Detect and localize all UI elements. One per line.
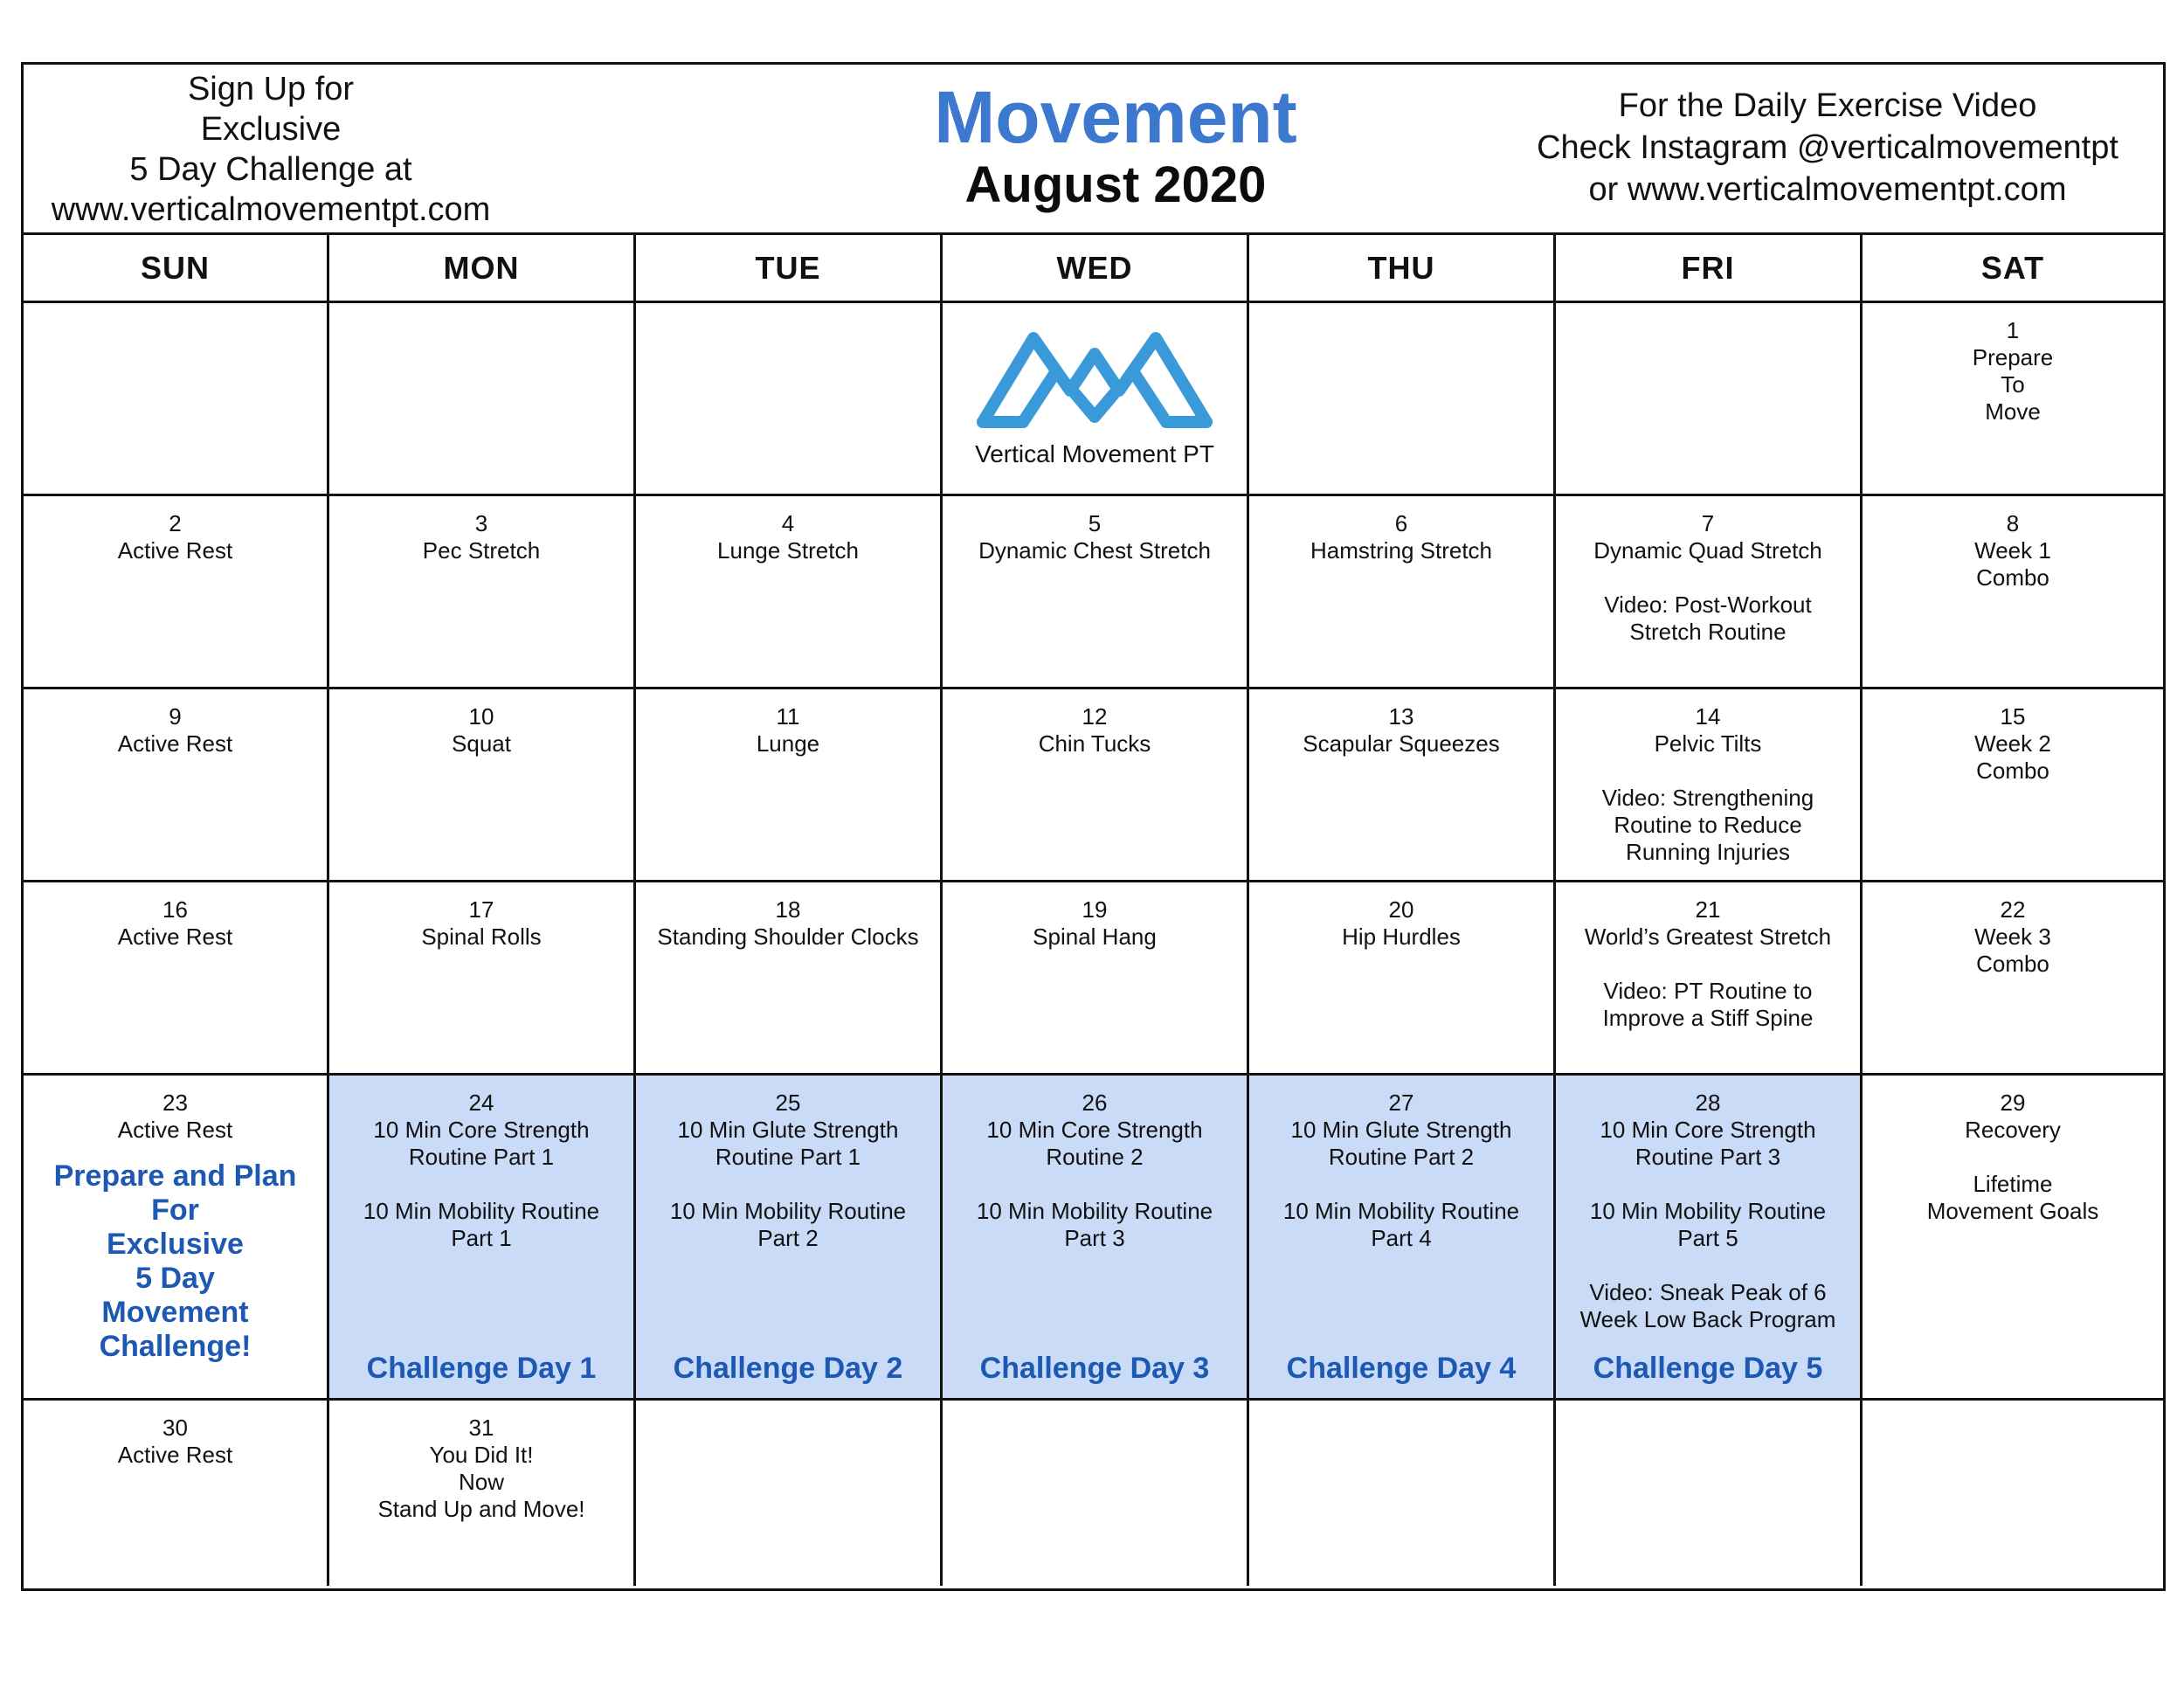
line-spacer [943,1171,1247,1198]
activity-text: Video: Sneak Peak of 6 [1589,1279,1827,1305]
day-cell-28 [1556,1076,1863,1398]
week-row [24,496,2163,689]
activity-text: Prepare [1972,344,2054,370]
activity-text: Improve a Stiff Spine [1602,1005,1814,1031]
activity-text: Active Rest [117,537,233,564]
activity-text: Week Low Back Program [1579,1306,1836,1332]
activity-text: Routine Part 2 [1328,1144,1475,1170]
day-number: 16 [162,896,188,923]
activity-text: Part 3 [1064,1225,1125,1251]
day-number: 18 [775,896,801,923]
day-number: 3 [474,510,488,536]
activity-text: 10 Min Core Strength [986,1117,1203,1143]
activity-text: Recovery [1965,1117,2061,1143]
day-cell-2 [24,496,329,687]
day-cell-22 [1863,882,2163,1073]
activity-text: Part 4 [1371,1225,1432,1251]
challenge-promo [24,1159,327,1364]
empty-day-cell [1249,1401,1556,1586]
signup-line: www.verticalmovementpt.com [51,191,491,228]
weekday-wed: WED [943,235,1249,301]
promo-line: Movement [101,1296,249,1329]
weekday-thu: THU [1249,235,1556,301]
title-block [845,77,1386,213]
day-number: 23 [162,1090,188,1116]
video-line: or www.verticalmovementpt.com [1588,171,2067,208]
activity-text: Hamstring Stretch [1310,537,1493,564]
activity-text: Part 5 [1677,1225,1738,1251]
line-spacer [1556,1171,1860,1198]
day-cell-11 [636,689,943,880]
day-cell-29 [1863,1076,2163,1398]
day-number: 14 [1695,703,1721,730]
month-title: August 2020 [964,156,1267,213]
activity-text: 10 Min Mobility Routine [1282,1198,1520,1224]
promo-line: Exclusive [107,1228,244,1261]
calendar-grid [24,303,2163,1586]
day-cell-13 [1249,689,1556,880]
challenge-day-label: Challenge Day 5 [1593,1352,1823,1385]
promo-line: Challenge! [99,1330,252,1363]
activity-text: 10 Min Mobility Routine [976,1198,1213,1224]
day-cell-15 [1863,689,2163,880]
day-cell-31 [329,1401,636,1586]
week-row [24,303,2163,496]
day-number: 8 [2006,510,2020,536]
activity-text: Movement Goals [1926,1198,2099,1224]
line-spacer [1556,951,1860,978]
weekday-tue: TUE [636,235,943,301]
day-number: 20 [1388,896,1414,923]
day-cell-14 [1556,689,1863,880]
day-cell-26 [943,1076,1249,1398]
activity-text: Running Injuries [1626,839,1790,865]
activity-text: Combo [1976,951,2049,977]
day-cell-23 [24,1076,329,1398]
line-spacer [329,1171,633,1198]
activity-text: Routine 2 [1046,1144,1144,1170]
video-note [1500,85,2155,211]
day-number: 21 [1695,896,1721,923]
week-row [24,689,2163,882]
calendar-header [24,65,2163,235]
logo-text: Vertical Movement PT [975,440,1214,467]
line-spacer [1249,1171,1553,1198]
activity-text: Routine Part 1 [715,1144,861,1170]
day-number: 7 [1701,510,1715,536]
day-number: 29 [2000,1090,2026,1116]
day-cell-18 [636,882,943,1073]
day-cell-20 [1249,882,1556,1073]
activity-text: Lifetime [1973,1171,2053,1197]
day-number: 24 [468,1090,494,1116]
day-cell-16 [24,882,329,1073]
day-number: 1 [2006,317,2020,343]
day-number: 10 [468,703,494,730]
day-number: 19 [1082,896,1108,923]
challenge-day-label: Challenge Day 4 [1286,1352,1517,1385]
activity-text: Lunge Stretch [717,537,859,564]
day-number: 11 [776,703,800,730]
challenge-day-label: Challenge Day 1 [366,1352,597,1385]
video-line: Check Instagram @verticalmovementpt [1537,129,2118,166]
day-number: 30 [162,1415,188,1441]
activity-text: 10 Min Core Strength [373,1117,590,1143]
empty-day-cell [943,1401,1249,1586]
activity-text: Week 1 [1974,537,2051,564]
day-number: 15 [2000,703,2026,730]
day-cell-27 [1249,1076,1556,1398]
promo-line: Prepare and Plan [53,1159,297,1193]
activity-text: Dynamic Chest Stretch [978,537,1211,564]
activity-text: Dynamic Quad Stretch [1593,537,1822,564]
day-number: 13 [1388,703,1414,730]
day-cell-25 [636,1076,943,1398]
weekday-fri: FRI [1556,235,1863,301]
activity-text: Video: PT Routine to [1603,978,1813,1004]
day-number: 4 [781,510,795,536]
empty-day-cell [636,1401,943,1586]
weekday-header-row [24,235,2163,303]
day-number: 26 [1082,1090,1108,1116]
activity-text: Spinal Hang [1033,924,1157,950]
day-cell-19 [943,882,1249,1073]
day-cell-9 [24,689,329,880]
activity-text: Standing Shoulder Clocks [657,924,919,950]
line-spacer [636,1171,940,1198]
activity-text: Active Rest [117,730,233,757]
activity-text: Hip Hurdles [1342,924,1461,950]
empty-day-cell [24,303,329,494]
line-spacer [1556,564,1860,591]
week-row [24,882,2163,1076]
day-number: 9 [169,703,182,730]
activity-text: World’s Greatest Stretch [1584,924,1832,950]
signup-line: Exclusive [200,111,342,148]
empty-day-cell [329,303,636,494]
activity-text: Stand Up and Move! [377,1496,585,1522]
empty-day-cell [1556,1401,1863,1586]
weekday-sun: SUN [24,235,329,301]
empty-day-cell [1863,1401,2163,1586]
activity-text: Chin Tucks [1038,730,1151,757]
activity-text: Part 1 [451,1225,512,1251]
day-number: 27 [1388,1090,1414,1116]
video-line: For the Daily Exercise Video [1618,87,2037,124]
activity-text: Week 2 [1974,730,2051,757]
activity-text: 10 Min Mobility Routine [669,1198,907,1224]
activity-text: Now [458,1469,504,1495]
activity-text: Move [1985,398,2041,425]
day-number: 28 [1695,1090,1721,1116]
activity-text: 10 Min Mobility Routine [1589,1198,1827,1224]
day-cell-30 [24,1401,329,1586]
company-logo [943,319,1247,467]
activity-text: Squat [452,730,511,757]
activity-text: You Did It! [429,1442,534,1468]
activity-text: Scapular Squeezes [1303,730,1500,757]
empty-day-cell [636,303,943,494]
line-spacer [1863,1144,2163,1171]
activity-text: Active Rest [117,1117,233,1143]
day-number: 12 [1082,703,1108,730]
weekday-mon: MON [329,235,636,301]
activity-text: Week 3 [1974,924,2051,950]
empty-day-cell [1249,303,1556,494]
activity-text: 10 Min Mobility Routine [363,1198,600,1224]
activity-text: Pelvic Tilts [1654,730,1762,757]
day-cell-24 [329,1076,636,1398]
line-spacer [1556,758,1860,785]
day-cell-3 [329,496,636,687]
line-spacer [1556,1252,1860,1279]
activity-text: Routine Part 1 [408,1144,555,1170]
day-cell-7 [1556,496,1863,687]
activity-text: Routine to Reduce [1614,812,1802,838]
day-number: 17 [468,896,494,923]
day-number: 6 [1394,510,1408,536]
day-cell-21 [1556,882,1863,1073]
day-number: 25 [775,1090,801,1116]
activity-text: Active Rest [117,1442,233,1468]
signup-line: 5 Day Challenge at [129,151,412,188]
activity-text: Lunge [756,730,820,757]
challenge-day-label: Challenge Day 3 [979,1352,1210,1385]
activity-text: Video: Strengthening [1601,785,1814,811]
activity-text: 10 Min Glute Strength [1290,1117,1512,1143]
activity-text: Combo [1976,564,2049,591]
day-number: 22 [2000,896,2026,923]
page-title: Movement [934,76,1297,158]
day-cell-1 [1863,303,2163,494]
calendar [21,62,2166,1591]
day-number: 2 [169,510,182,536]
week-row [24,1401,2163,1586]
signup-note [39,69,502,230]
activity-text: 10 Min Glute Strength [677,1117,899,1143]
activity-text: Combo [1976,758,2049,784]
promo-line: 5 Day [135,1262,215,1295]
day-cell-4 [636,496,943,687]
day-cell-12 [943,689,1249,880]
activity-text: Part 2 [757,1225,819,1251]
day-number: 31 [468,1415,494,1441]
activity-text: 10 Min Core Strength [1600,1117,1816,1143]
mountain-logo-icon [972,319,1217,432]
activity-text: Pec Stretch [422,537,541,564]
promo-line: For [151,1193,199,1227]
week-row [24,1076,2163,1401]
empty-day-cell [1556,303,1863,494]
activity-text: Video: Post-Workout [1604,591,1812,618]
activity-text: Spinal Rolls [421,924,542,950]
challenge-day-label: Challenge Day 2 [673,1352,903,1385]
day-cell-17 [329,882,636,1073]
activity-text: Routine Part 3 [1635,1144,1781,1170]
day-cell-8 [1863,496,2163,687]
activity-text: Active Rest [117,924,233,950]
empty-day-cell [943,303,1249,494]
weekday-sat: SAT [1980,249,2045,286]
activity-text: Stretch Routine [1629,619,1787,645]
day-number: 5 [1088,510,1102,536]
signup-line: Sign Up for [187,71,355,107]
activity-text: To [2001,371,2025,398]
day-cell-10 [329,689,636,880]
day-cell-6 [1249,496,1556,687]
day-cell-5 [943,496,1249,687]
